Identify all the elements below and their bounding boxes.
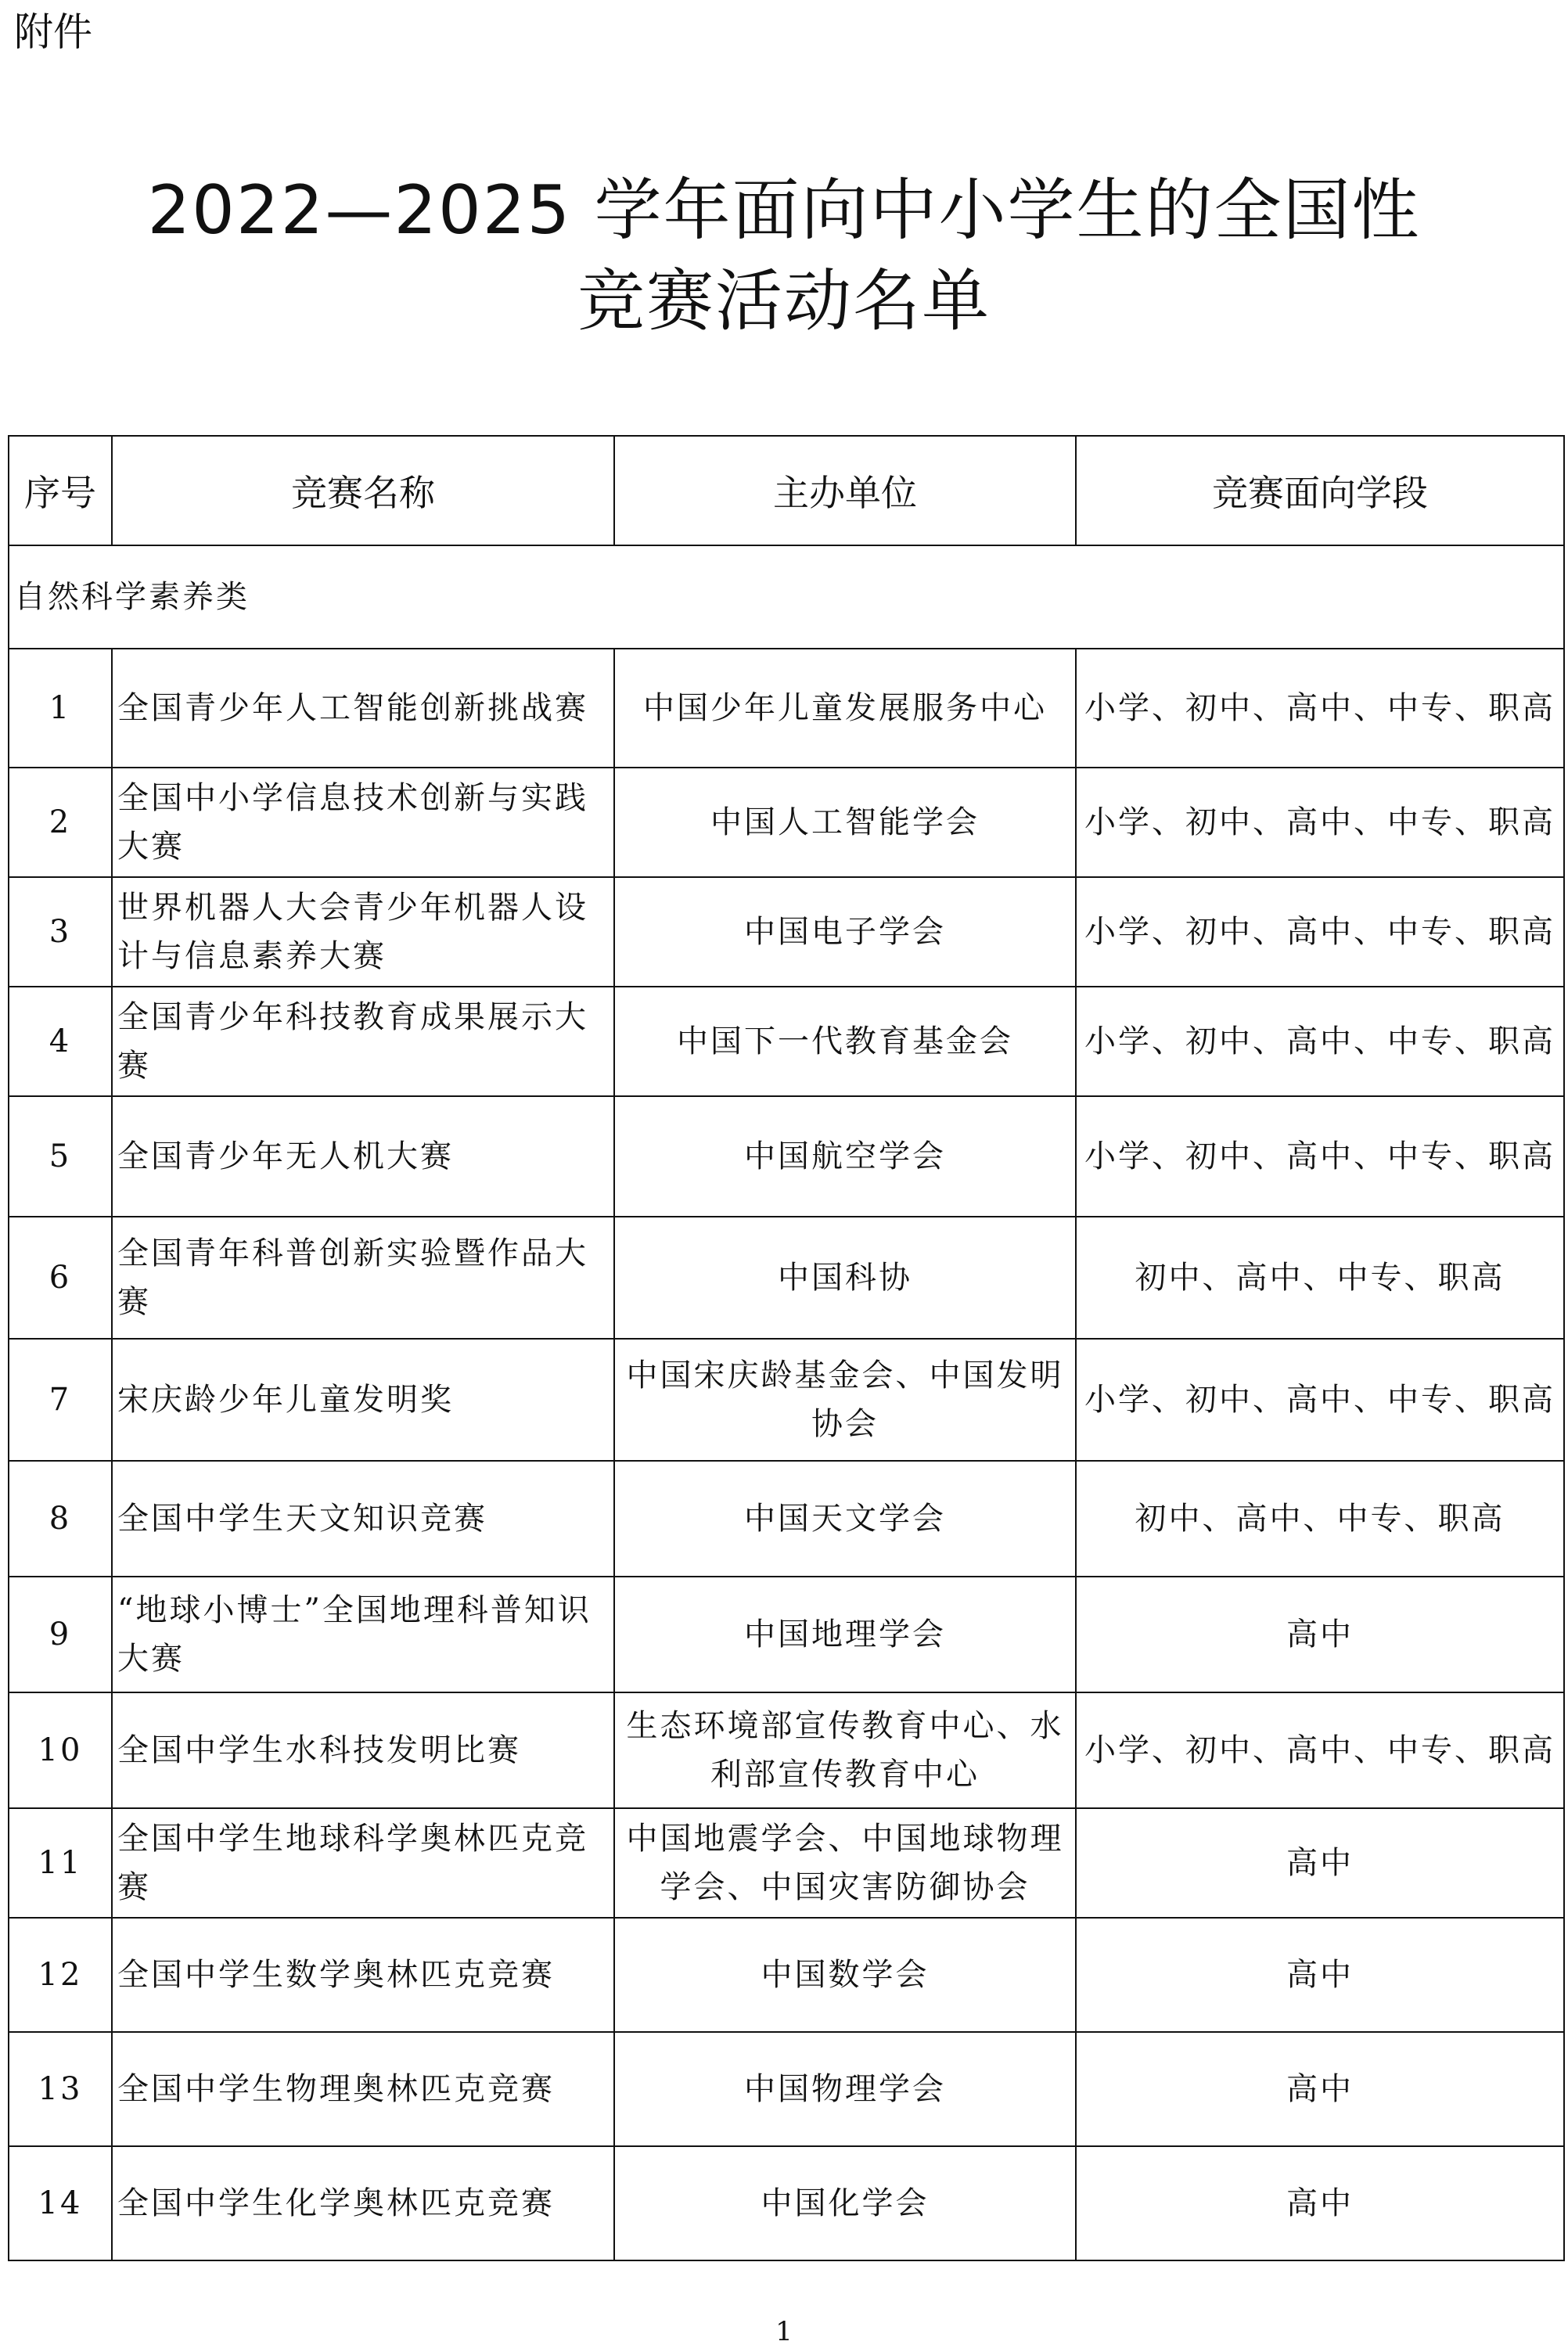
school-stage: 小学、初中、高中、中专、职高	[1076, 1339, 1564, 1461]
school-stage: 初中、高中、中专、职高	[1076, 1217, 1564, 1339]
row-number: 12	[9, 1918, 112, 2032]
competition-name: 全国中小学信息技术创新与实践大赛	[112, 768, 614, 877]
organizer: 中国少年儿童发展服务中心	[614, 649, 1076, 768]
school-stage: 小学、初中、高中、中专、职高	[1076, 987, 1564, 1096]
row-number: 14	[9, 2146, 112, 2260]
organizer: 中国地理学会	[614, 1577, 1076, 1692]
table-row	[9, 1692, 1564, 1808]
school-stage: 小学、初中、高中、中专、职高	[1076, 877, 1564, 987]
school-stage: 小学、初中、高中、中专、职高	[1076, 768, 1564, 877]
organizer: 中国航空学会	[614, 1096, 1076, 1217]
row-number: 4	[9, 987, 112, 1096]
table-row	[9, 1217, 1564, 1339]
row-number: 10	[9, 1692, 112, 1808]
school-stage: 高中	[1076, 2146, 1564, 2260]
table-row	[9, 2146, 1564, 2260]
school-stage: 高中	[1076, 1577, 1564, 1692]
table-row	[9, 768, 1564, 877]
organizer: 中国下一代教育基金会	[614, 987, 1076, 1096]
attachment-label: 附件	[14, 9, 92, 55]
organizer: 生态环境部宣传教育中心、水利部宣传教育中心	[614, 1692, 1076, 1808]
table-row	[9, 1461, 1564, 1577]
organizer: 中国物理学会	[614, 2032, 1076, 2146]
table-row	[9, 1577, 1564, 1692]
row-number: 7	[9, 1339, 112, 1461]
competition-name: 全国中学生化学奥林匹克竞赛	[112, 2146, 614, 2260]
organizer: 中国宋庆龄基金会、中国发明协会	[614, 1339, 1076, 1461]
table-row	[9, 1339, 1564, 1461]
school-stage: 小学、初中、高中、中专、职高	[1076, 1096, 1564, 1217]
header-org: 主办单位	[614, 436, 1076, 545]
row-number: 5	[9, 1096, 112, 1217]
row-number: 3	[9, 877, 112, 987]
competition-name: 全国青少年无人机大赛	[112, 1096, 614, 1217]
table-header-row	[9, 436, 1564, 545]
organizer: 中国地震学会、中国地球物理学会、中国灾害防御协会	[614, 1808, 1076, 1918]
header-name: 竞赛名称	[112, 436, 614, 545]
school-stage: 高中	[1076, 1808, 1564, 1918]
document-title-line-2: 竞赛活动名单	[577, 262, 991, 340]
organizer: 中国化学会	[614, 2146, 1076, 2260]
competition-name: “地球小博士”全国地理科普知识大赛	[112, 1577, 614, 1692]
school-stage: 高中	[1076, 1918, 1564, 2032]
document-title-line-1: 2022—2025 学年面向中小学生的全国性	[147, 171, 1421, 250]
competition-name: 全国青少年科技教育成果展示大赛	[112, 987, 614, 1096]
competition-name: 世界机器人大会青少年机器人设计与信息素养大赛	[112, 877, 614, 987]
category-label: 自然科学素养类	[9, 545, 1564, 649]
row-number: 9	[9, 1577, 112, 1692]
competition-name: 全国青年科普创新实验暨作品大赛	[112, 1217, 614, 1339]
table-row	[9, 1808, 1564, 1918]
table-row	[9, 1096, 1564, 1217]
table-row	[9, 2032, 1564, 2146]
organizer: 中国科协	[614, 1217, 1076, 1339]
table-row	[9, 987, 1564, 1096]
school-stage: 初中、高中、中专、职高	[1076, 1461, 1564, 1577]
organizer: 中国数学会	[614, 1918, 1076, 2032]
organizer: 中国人工智能学会	[614, 768, 1076, 877]
row-number: 2	[9, 768, 112, 877]
competition-name: 全国青少年人工智能创新挑战赛	[112, 649, 614, 768]
category-row	[9, 545, 1564, 649]
header-stage: 竞赛面向学段	[1076, 436, 1564, 545]
organizer: 中国电子学会	[614, 877, 1076, 987]
school-stage: 小学、初中、高中、中专、职高	[1076, 1692, 1564, 1808]
row-number: 13	[9, 2032, 112, 2146]
row-number: 1	[9, 649, 112, 768]
competition-name: 全国中学生天文知识竞赛	[112, 1461, 614, 1577]
competition-name: 宋庆龄少年儿童发明奖	[112, 1339, 614, 1461]
organizer: 中国天文学会	[614, 1461, 1076, 1577]
competition-name: 全国中学生水科技发明比赛	[112, 1692, 614, 1808]
table-row	[9, 649, 1564, 768]
table-row	[9, 1918, 1564, 2032]
competition-name: 全国中学生物理奥林匹克竞赛	[112, 2032, 614, 2146]
table-row	[9, 877, 1564, 987]
header-num: 序号	[9, 436, 112, 545]
competition-table	[8, 435, 1565, 2261]
school-stage: 小学、初中、高中、中专、职高	[1076, 649, 1564, 768]
row-number: 11	[9, 1808, 112, 1918]
school-stage: 高中	[1076, 2032, 1564, 2146]
row-number: 6	[9, 1217, 112, 1339]
competition-name: 全国中学生地球科学奥林匹克竞赛	[112, 1808, 614, 1918]
competition-name: 全国中学生数学奥林匹克竞赛	[112, 1918, 614, 2032]
row-number: 8	[9, 1461, 112, 1577]
page-number: 1	[775, 2316, 793, 2347]
